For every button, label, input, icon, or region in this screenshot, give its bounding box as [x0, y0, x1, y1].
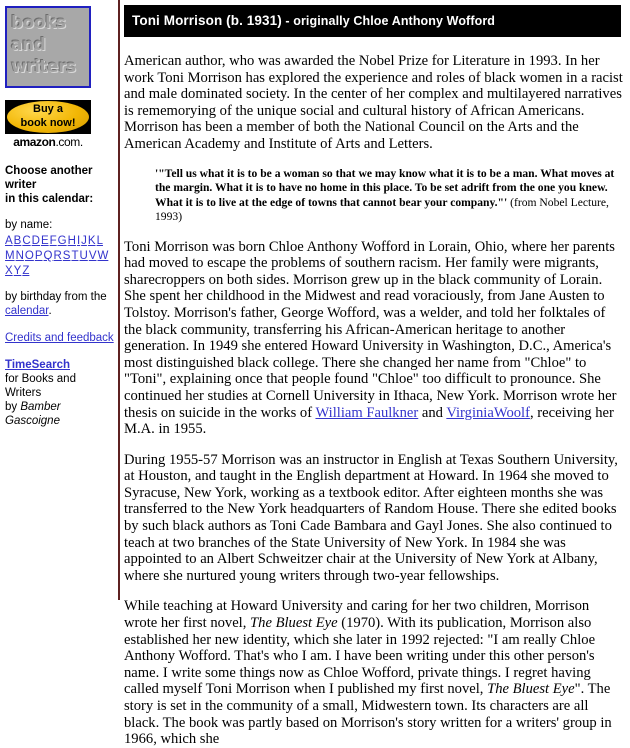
- paragraph-4-text-part-2: (1970). With its publication, Morrison also established her new identity, which she later in 1992 rejected: "I am really Chloe Anthony Wofford. That's who I am. I have been writing under this other person's name. I write some things now as Chloe Wofford, private things. I regret having called myself Toni Morrison when I published my first novel,: [124, 615, 596, 698]
- books-and-writers-logo[interactable]: [5, 6, 91, 88]
- amazon-wordmark-tld: .com.: [55, 135, 83, 149]
- alphabet-row-2: [5, 249, 114, 264]
- alpha-link-s[interactable]: S: [62, 250, 71, 262]
- quote-text: '"Tell us what it is to be a woman so that we may know what it is to be a man. What moves at the margin. What it is to have no home in this place. To be set adrift from the one you knew. What it is to live at the edge of towns that cannot bear your company."': [155, 166, 615, 209]
- alpha-link-l[interactable]: L: [96, 235, 103, 247]
- alpha-link-n[interactable]: N: [15, 250, 24, 262]
- alpha-link-o[interactable]: O: [24, 250, 34, 262]
- article-paragraph-3: During 1955-57 Morrison was an instructor in English at Texas Southern University, at Houston, and taught in the English department at Howard. In 1964 she moved to Syracuse, New York, working as a textbook editor. After eighteen months she was transferred to the New York headquarters of Random House. There she edited books by such black authors as Toni Cade Bambara and Gayl Jones. She also continued to teach at two branches of the State University of New York. In 1984 she was appointed to an Albert Schweitzer chair at the University of New York at Albany, where she nurtured young writers through two-year fellowships.: [124, 451, 618, 584]
- logo-line-3: writers: [11, 57, 76, 77]
- article-paragraph-1: American author, who was awarded the Nobel Prize for Literature in 1993. In her work Toni Morrison has explored the experience and roles of black women in a racist and male dominated society. In the center of her complex and multilayered narratives is rememorying of the unique social and cultural history of African Americans. Morrison has been a member of both the National Council on the Arts and the American Academy and Institute of Arts and Letters.: [124, 53, 623, 152]
- credits-row: [5, 331, 114, 345]
- alpha-link-a[interactable]: A: [5, 235, 13, 247]
- alpha-link-f[interactable]: F: [49, 235, 57, 247]
- page-title-subtitle: - originally Chloe Anthony Wofford: [281, 14, 496, 28]
- alpha-link-q[interactable]: Q: [43, 250, 53, 262]
- timesearch-by-prefix: by: [5, 401, 21, 413]
- alphabet-row-1: [5, 234, 114, 249]
- page-title: [124, 5, 621, 37]
- by-birthday-label: by birthday from the: [5, 291, 107, 303]
- alpha-link-c[interactable]: C: [22, 235, 31, 247]
- alpha-link-g[interactable]: G: [57, 235, 67, 247]
- alpha-link-r[interactable]: R: [53, 250, 62, 262]
- sidebar-heading: [5, 164, 114, 206]
- timesearch-author-name: Bamber Gascoigne: [5, 401, 61, 427]
- by-birthday-text: [5, 290, 114, 318]
- alpha-link-w[interactable]: W: [97, 250, 109, 262]
- spacer-3: [5, 347, 114, 358]
- sidebar: [0, 0, 120, 600]
- page-title-main: Toni Morrison (b. 1931): [132, 13, 282, 28]
- timesearch-byline: [5, 400, 114, 428]
- virginia-woolf-link[interactable]: VirginiaWoolf: [446, 404, 530, 421]
- paragraph-2-text-part-3: , receiving her M.A. in 1955.: [124, 404, 614, 438]
- nobel-lecture-quote: [124, 167, 625, 225]
- birthday-period: .: [48, 305, 52, 317]
- amazon-buy-book-banner[interactable]: [5, 100, 91, 150]
- alphabet-row-3: [5, 264, 114, 279]
- buy-book-now-label: [5, 102, 91, 130]
- amazon-wordmark[interactable]: [5, 134, 91, 150]
- alpha-link-y[interactable]: Y: [13, 265, 22, 277]
- sidebar-heading-line-1: Choose another writer: [5, 165, 93, 191]
- alpha-link-j[interactable]: J: [81, 235, 87, 247]
- timesearch-link[interactable]: TimeSearch: [5, 359, 70, 371]
- paragraph-2-text-part-1: Toni Morrison was born Chloe Anthony Wofford in Lorain, Ohio, where her parents had moved to escape the problems of southern racism. Her family were migrants, sharecroppers on both sides. Morrison grew up in the black community of Lorain. She spent her childhood in the Midwest and read voraciously, from Jane Austen to Tolstoy. Morrison's father, George Wofford, was a welder, and told her folktales of the black community, transferring his African-American heritage to another generation. In 1949 she entered Howard University in Washington, D.C., America's most distinguished black college. There she changed her name from "Chloe" to "Toni", explaining once that people found "Chloe" too difficult to pronounce. She continued her studies at Cornell University in Ithaca, New York. Morrison wrote her thesis on suicide in the works of: [124, 238, 617, 421]
- alpha-link-k[interactable]: K: [87, 235, 96, 247]
- alpha-link-h[interactable]: H: [67, 235, 76, 247]
- paragraph-4-text-part-1: While teaching at Howard University and caring for her two children, Morrison wrote her first novel,: [124, 598, 590, 632]
- alpha-link-b[interactable]: B: [13, 235, 22, 247]
- book-title-the-bluest-eye-1: The Bluest Eye: [250, 615, 338, 632]
- paragraph-4-text-part-3: ". The story is set in the community of a small, Midwestern town. Its characters are all black. The book was partly based on Morrison's story written for a writers' group in 1966, which she: [124, 681, 612, 748]
- alpha-link-e[interactable]: E: [40, 235, 49, 247]
- alpha-link-p[interactable]: P: [34, 250, 43, 262]
- alpha-link-m[interactable]: M: [5, 250, 15, 262]
- alpha-link-x[interactable]: X: [5, 265, 13, 277]
- alpha-link-u[interactable]: U: [79, 250, 88, 262]
- book-title-the-bluest-eye-2: The Bluest Eye: [487, 681, 575, 698]
- paragraph-2-text-part-2: and: [418, 404, 447, 421]
- quote-source: (from Nobel Lecture, 1993): [155, 195, 609, 224]
- sidebar-heading-line-2: in this calendar:: [5, 193, 94, 205]
- logo-line-1: books: [11, 13, 66, 33]
- alpha-link-z[interactable]: Z: [22, 265, 30, 277]
- article-paragraph-4: [124, 598, 625, 747]
- william-faulkner-link[interactable]: William Faulkner: [315, 404, 419, 421]
- alphabet-index: [5, 234, 114, 279]
- spacer-2: [5, 320, 114, 331]
- buy-book-line-2: book now!: [20, 117, 76, 129]
- main-content: [120, 0, 630, 748]
- buy-book-now-button[interactable]: [5, 100, 91, 134]
- alpha-link-i[interactable]: I: [76, 235, 81, 247]
- credits-and-feedback-link[interactable]: Credits and feedback: [5, 332, 114, 344]
- article-paragraph-2: [124, 239, 625, 438]
- buy-book-line-1: Buy a: [33, 103, 63, 115]
- alpha-link-t[interactable]: T: [71, 250, 79, 262]
- spacer-1: [5, 279, 114, 290]
- alpha-link-d[interactable]: D: [31, 235, 40, 247]
- timesearch-subtitle: for Books and Writers: [5, 373, 76, 399]
- logo-line-2: and: [11, 35, 46, 55]
- timesearch-block: [5, 358, 114, 428]
- amazon-wordmark-bold: amazon: [13, 135, 56, 149]
- calendar-link[interactable]: calendar: [5, 305, 49, 317]
- by-name-label: by name:: [5, 219, 53, 231]
- alpha-link-v[interactable]: V: [88, 250, 97, 262]
